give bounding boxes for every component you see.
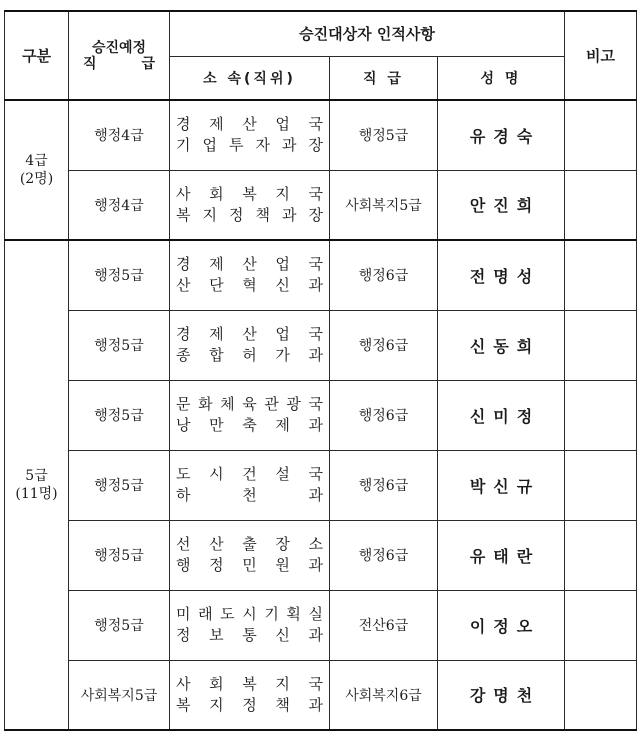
department-char: 천	[242, 486, 257, 504]
table-row	[5, 590, 637, 660]
header-promotion-grade-line2-b: 급	[141, 55, 155, 72]
department-char: 제	[275, 416, 290, 434]
department-char: 정	[176, 626, 191, 644]
department-cell	[170, 450, 330, 520]
remarks-cell	[565, 590, 637, 660]
promotion-table	[4, 10, 637, 731]
department-char: 책	[255, 205, 270, 224]
department-char: 과	[308, 346, 323, 364]
promo-grade-cell: 행정5급	[69, 520, 170, 590]
department-char: 국	[308, 325, 323, 343]
remarks-cell	[565, 310, 637, 380]
table-row	[5, 170, 637, 240]
promotion-table-page	[4, 10, 636, 728]
department-char: 장	[308, 136, 323, 155]
department-cell	[170, 590, 330, 660]
name-cell: 전명성	[438, 240, 565, 310]
table-row	[5, 310, 637, 380]
department-cell	[170, 520, 330, 590]
group-label-line2: (2명)	[19, 171, 54, 187]
promo-grade-cell: 행정5급	[69, 450, 170, 520]
department-cell	[170, 100, 330, 170]
department-char: 획	[286, 605, 301, 623]
department-cell	[170, 660, 330, 730]
department-char: 시	[242, 605, 257, 623]
remarks-cell	[565, 100, 637, 170]
department-char: 과	[308, 276, 323, 295]
promo-grade-cell: 행정5급	[69, 240, 170, 310]
remarks-cell	[565, 170, 637, 240]
department-char: 과	[282, 136, 297, 155]
department-char: 화	[198, 395, 213, 413]
department-char: 업	[202, 136, 217, 155]
department-char: 만	[209, 416, 224, 434]
name-cell: 박신규	[438, 450, 565, 520]
department-char: 산	[242, 325, 257, 343]
promo-grade-cell: 행정4급	[69, 170, 170, 240]
department-char: 종	[176, 346, 191, 364]
department-char: 사	[176, 184, 191, 203]
header-target-info: 승진대상자 인적사항	[170, 11, 565, 56]
current-grade-cell: 행정5급	[330, 100, 438, 170]
department-cell	[170, 310, 330, 380]
department-char: 가	[275, 346, 290, 364]
department-char: 장	[275, 535, 290, 553]
department-char: 광	[286, 395, 301, 413]
department-char: 하	[176, 486, 191, 504]
department-line2	[176, 415, 323, 436]
department-char: 단	[209, 276, 224, 295]
department-char: 산	[242, 255, 257, 274]
department-char: 회	[209, 674, 224, 693]
name-cell: 강명천	[438, 660, 565, 730]
department-char: 과	[308, 695, 323, 714]
department-line1	[176, 534, 323, 555]
department-char: 실	[308, 605, 323, 623]
department-char: 경	[176, 325, 191, 343]
name-cell: 유태란	[438, 520, 565, 590]
department-char: 지	[202, 205, 217, 224]
department-line1	[176, 184, 323, 205]
table-row	[5, 660, 637, 730]
department-char: 제	[209, 115, 224, 134]
table-row	[5, 380, 637, 450]
remarks-cell	[565, 450, 637, 520]
department-char: 행	[176, 556, 191, 574]
department-char: 경	[176, 115, 191, 134]
department-char: 소	[308, 535, 323, 553]
department-char: 합	[209, 346, 224, 364]
remarks-cell	[565, 520, 637, 590]
department-char: 복	[242, 674, 257, 693]
department-line2	[176, 555, 323, 576]
department-char: 정	[242, 695, 257, 714]
department-line2	[176, 205, 323, 226]
group-label	[5, 240, 69, 730]
department-char: 보	[209, 626, 224, 644]
department-char: 과	[308, 626, 323, 644]
department-char: 육	[242, 395, 257, 413]
department-char: 과	[308, 486, 323, 504]
department-line1	[176, 394, 323, 415]
department-char: 신	[275, 276, 290, 295]
department-char: 책	[275, 695, 290, 714]
department-char: 국	[308, 255, 323, 274]
table-row	[5, 450, 637, 520]
department-line2	[176, 625, 323, 646]
header-current-grade: 직 급	[330, 56, 438, 100]
department-char: 정	[209, 556, 224, 574]
department-char: 과	[308, 556, 323, 574]
header-promotion-grade-line1: 승진예정	[91, 39, 147, 56]
department-line1	[176, 254, 323, 275]
header-promotion-grade-line2	[69, 56, 169, 72]
department-char: 지	[275, 674, 290, 693]
promo-grade-cell: 행정4급	[69, 100, 170, 170]
current-grade-cell: 행정6급	[330, 380, 438, 450]
department-char: 허	[242, 346, 257, 364]
department-char: 산	[176, 276, 191, 295]
department-line1	[176, 604, 323, 625]
header-department: 소 속(직위)	[170, 56, 330, 100]
department-char: 미	[176, 605, 191, 623]
current-grade-cell: 행정6급	[330, 310, 438, 380]
promo-grade-cell: 행정5급	[69, 380, 170, 450]
department-char: 도	[220, 605, 235, 623]
name-cell: 안진희	[438, 170, 565, 240]
department-char: 업	[275, 255, 290, 274]
current-grade-cell: 행정6급	[330, 520, 438, 590]
department-char: 회	[209, 184, 224, 203]
department-cell	[170, 240, 330, 310]
department-line2	[176, 275, 323, 296]
department-char: 도	[176, 465, 191, 483]
department-char: 혁	[242, 276, 257, 295]
department-char: 통	[242, 626, 257, 644]
department-char: 과	[282, 205, 297, 224]
department-char: 산	[242, 115, 257, 134]
department-char: 복	[176, 695, 191, 714]
group-label-line1: 4급	[25, 153, 48, 169]
department-char: 선	[176, 535, 191, 553]
department-char: 래	[198, 605, 213, 623]
department-line1	[176, 674, 323, 695]
name-cell: 신동희	[438, 310, 565, 380]
department-char: 제	[209, 325, 224, 343]
remarks-cell	[565, 380, 637, 450]
department-char: 국	[308, 395, 323, 413]
department-char: 문	[176, 395, 191, 413]
department-char: 자	[255, 136, 270, 155]
current-grade-cell: 사회복지6급	[330, 660, 438, 730]
department-char: 경	[176, 255, 191, 274]
department-cell	[170, 380, 330, 450]
department-char: 원	[275, 556, 290, 574]
department-char: 출	[242, 535, 257, 553]
department-char: 지	[275, 184, 290, 203]
department-char: 정	[229, 205, 244, 224]
department-char: 민	[242, 556, 257, 574]
header-remarks: 비고	[565, 11, 637, 100]
group-label-line2: (11명)	[15, 486, 58, 502]
department-char: 국	[308, 115, 323, 134]
remarks-cell	[565, 240, 637, 310]
department-cell	[170, 170, 330, 240]
current-grade-cell: 사회복지5급	[330, 170, 438, 240]
department-char: 과	[308, 416, 323, 434]
department-line2	[176, 345, 323, 366]
department-char: 시	[209, 465, 224, 483]
department-line1	[176, 464, 323, 485]
remarks-cell	[565, 660, 637, 730]
current-grade-cell: 행정6급	[330, 450, 438, 520]
table-row	[5, 100, 637, 170]
promo-grade-cell: 행정5급	[69, 590, 170, 660]
department-char: 체	[220, 395, 235, 413]
department-char: 관	[264, 395, 279, 413]
department-char: 국	[308, 465, 323, 483]
department-char: 복	[176, 205, 191, 224]
department-line2	[176, 695, 323, 716]
promo-grade-cell: 행정5급	[69, 310, 170, 380]
department-char: 제	[209, 255, 224, 274]
department-char: 업	[275, 115, 290, 134]
department-char: 업	[275, 325, 290, 343]
department-char: 신	[275, 626, 290, 644]
department-char: 낭	[176, 416, 191, 434]
department-char: 산	[209, 535, 224, 553]
department-char: 투	[229, 136, 244, 155]
promo-grade-cell: 사회복지5급	[69, 660, 170, 730]
department-char: 장	[308, 205, 323, 224]
department-char: 사	[176, 674, 191, 693]
name-cell: 신미정	[438, 380, 565, 450]
department-char: 축	[242, 416, 257, 434]
department-char: 지	[209, 695, 224, 714]
header-promotion-grade-line2-a: 직	[83, 55, 97, 72]
group-label	[5, 100, 69, 240]
header-promotion-grade	[69, 11, 170, 100]
current-grade-cell: 행정6급	[330, 240, 438, 310]
department-char: 기	[176, 136, 191, 155]
table-row	[5, 520, 637, 590]
department-char: 국	[308, 184, 323, 203]
department-char: 복	[242, 184, 257, 203]
name-cell: 유경숙	[438, 100, 565, 170]
group-label-line1: 5급	[25, 468, 48, 484]
department-char: 국	[308, 674, 323, 693]
department-char: 기	[264, 605, 279, 623]
department-line1	[176, 324, 323, 345]
table-row	[5, 240, 637, 310]
department-char: 건	[242, 465, 257, 483]
header-name: 성 명	[438, 56, 565, 100]
header-category: 구분	[5, 11, 69, 100]
current-grade-cell: 전산6급	[330, 590, 438, 660]
department-line1	[176, 114, 323, 135]
name-cell: 이정오	[438, 590, 565, 660]
department-char: 설	[275, 465, 290, 483]
department-line2	[176, 135, 323, 156]
department-line2	[176, 485, 323, 506]
